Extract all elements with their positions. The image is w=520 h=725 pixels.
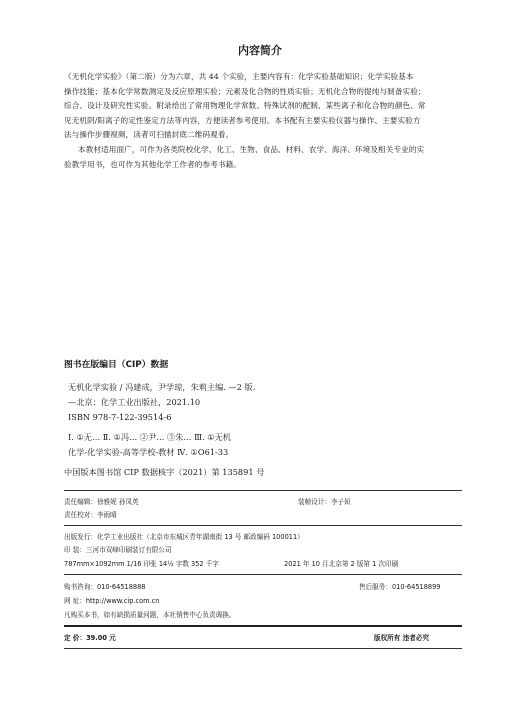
copyright-notice: 版权所有 违者必究: [374, 634, 430, 642]
divider: [64, 525, 462, 526]
publisher: 出版发行：化学工业出版社（北京市东城区青年湖南街 13 号 邮政编码 100011）: [64, 533, 304, 541]
printer: 印 装：三河市双峰印刷装订有限公司: [64, 546, 172, 554]
responsible-editor: 责任编辑：徐雅妮 孙凤英: [64, 498, 139, 506]
cip-heading: 图书在版编目（CIP）数据: [64, 360, 169, 370]
purchase-phone: 购书咨询：010-64518888: [64, 583, 146, 591]
cover-design: 装帧设计：李子姮: [298, 498, 351, 506]
cip-record-number: 中国版本图书馆 CIP 数据核字（2021）第 135891 号: [64, 467, 265, 477]
summary-title: 内容简介: [238, 44, 282, 57]
divider: [64, 490, 462, 491]
summary-line: 本教材适用面广，可作为各类院校化学、化工、生物、食品、材料、农学、海洋、环境及相关专业的实: [78, 145, 425, 154]
cip-line-5: 化学-化学实验-高等学校-教材 Ⅳ. ①O61-33: [68, 447, 229, 457]
summary-line: 《无机化学实验》（第二版）分为六章，共 44 个实验，主要内容有：化学实验基础知识；化学实验基本: [64, 72, 414, 81]
summary-paragraph-1: [64, 70, 462, 143]
summary-line: 见无机阴/阳离子的定性鉴定方法等内容，方便读者参考使用。本书配有主要实验仪器与操作、主要实验方: [64, 115, 421, 125]
summary-paragraph-2: [64, 143, 462, 172]
cip-line-2: —北京：化学工业出版社，2021.10: [68, 397, 201, 407]
price: 定 价：39.00 元: [64, 634, 116, 642]
cip-line-4: Ⅰ. ①无… Ⅱ. ①冯… ②尹… ③朱… Ⅲ. ①无机: [68, 432, 231, 442]
divider: [64, 574, 462, 575]
replacement-notice: 凡购买本书，如有缺损质量问题，本社销售中心负责调换。: [64, 611, 236, 619]
divider: [64, 648, 462, 649]
responsible-proofreader: 责任校对：李雨晴: [64, 511, 117, 519]
edition-info: 2021 年 10 月北京第 2 版第 1 次印刷: [284, 560, 399, 568]
website: 网 址：http://www.cip.com.cn: [64, 597, 160, 605]
book-spec: 787mm×1092mm 1/16 印张 14½ 字数 352 千字: [64, 560, 219, 568]
summary-line: 综合、设计及研究性实验。附录给出了常用物理化学常数、特殊试剂的配制、某些离子和化合物的颜色、常: [64, 101, 426, 111]
summary-line: 验教学用书，也可作为其他化学工作者的参考书籍。: [64, 159, 241, 169]
divider: [64, 625, 462, 627]
after-sales-phone: 售后服务：010-64518899: [359, 583, 441, 591]
cip-isbn: ISBN 978-7-122-39514-6: [68, 412, 172, 422]
summary-line: 法与操作步骤视频，读者可扫描封底二维码观看。: [64, 130, 234, 140]
summary-line: 操作技能；基本化学常数测定及反应原理实验；元素及化合物的性质实验；无机化合物的提纯与制备实验；: [64, 86, 426, 96]
cip-line-1: 无机化学实验 / 冯建成，尹学琼，朱莉主编. —2 版.: [68, 382, 256, 392]
